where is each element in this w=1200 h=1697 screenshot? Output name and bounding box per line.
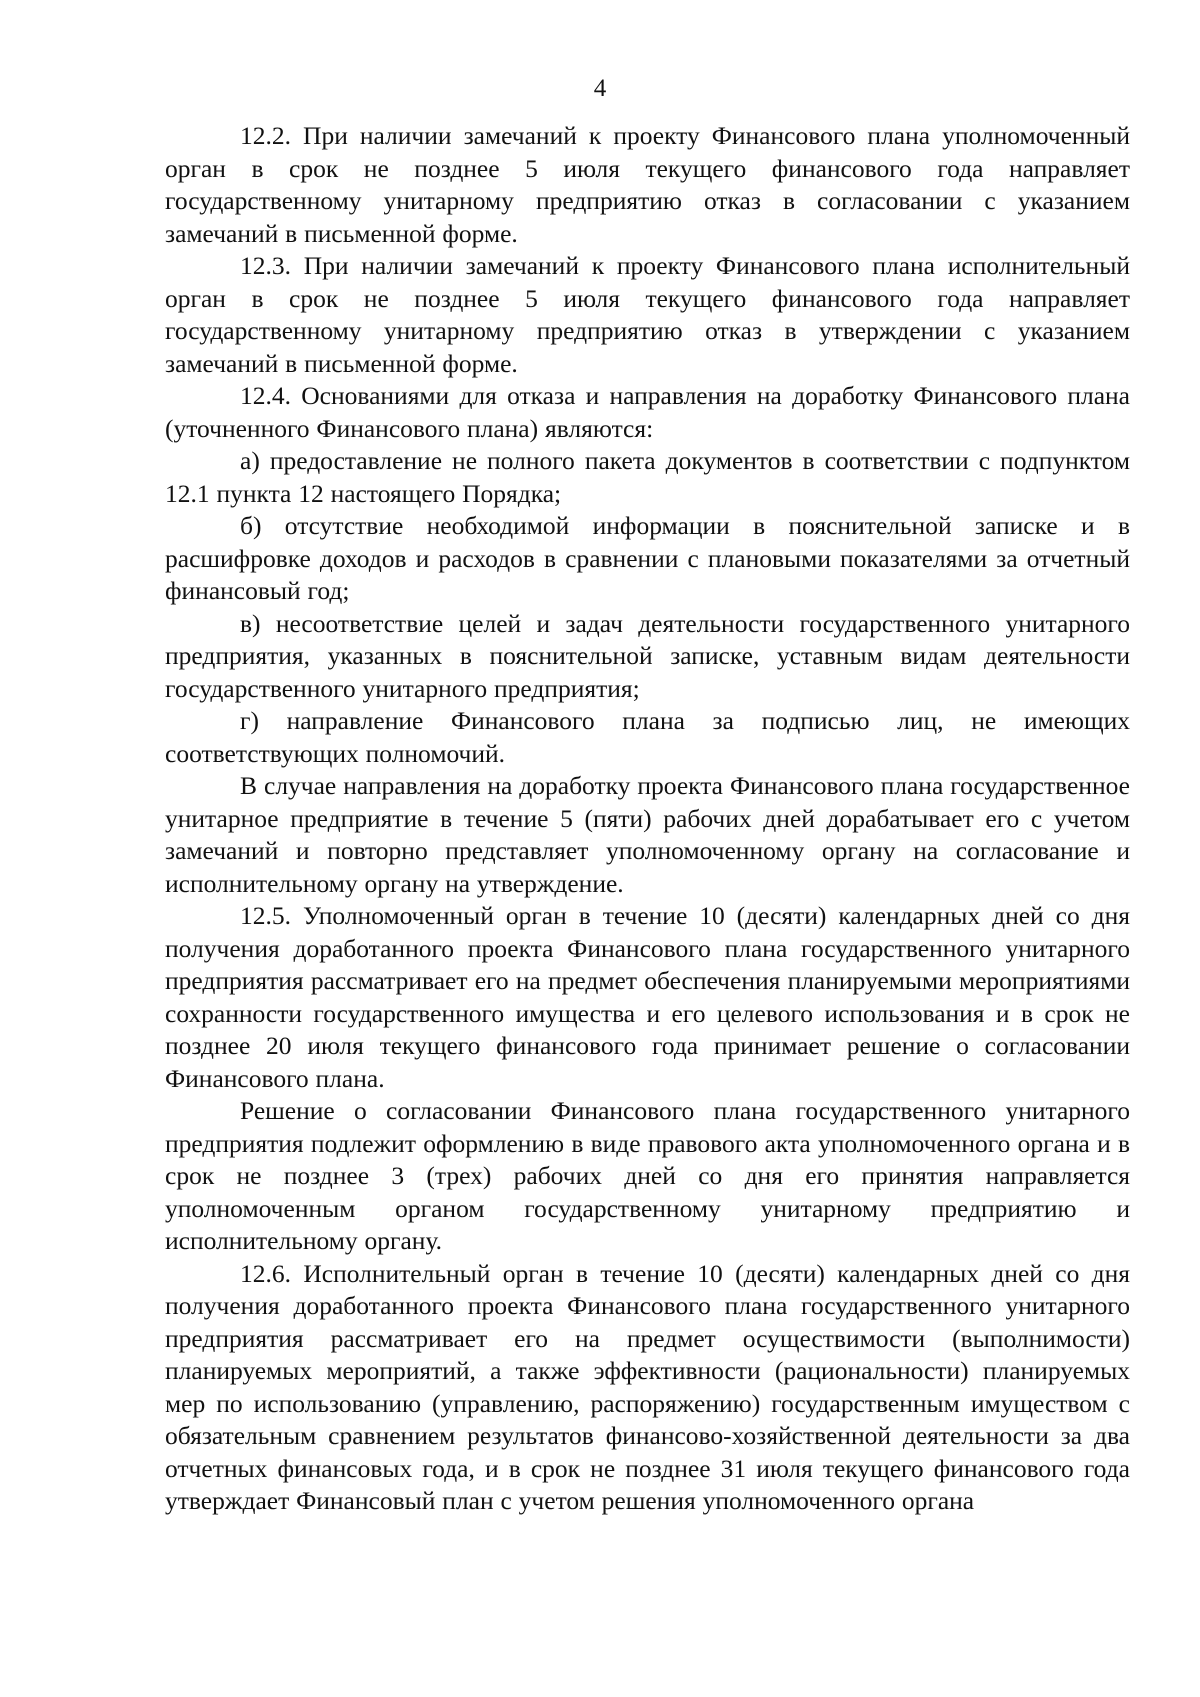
paragraph-12-6: 12.6. Исполнительный орган в течение 10 (десяти) календарных дней со дня получения доработанного проекта Финансового плана государственного унитарного предприятия рассматривает его на предмет осуществимости (выполнимости) планируемых мероприятий, а также эффективности (рациональности) планируемых мер по использованию (управлению, распоряжению) государственным имуществом с обязательным сравнением результатов финансово-хозяйственной деятельности за два отчетных финансовых года, и в срок не позднее 31 июля текущего финансового года утверждает Финансовый план с учетом решения уполномоченного органа: [165, 1258, 1130, 1515]
list-item-a: а) предоставление не полного пакета документов в соответствии с подпунктом 12.1 пункта 12 настоящего Порядка;: [165, 446, 1130, 508]
paragraph-approval-decision: Решение о согласовании Финансового плана государственного унитарного предприятия подлежит оформлению в виде правового акта уполномоченного органа и в срок не позднее 3 (трех) рабочих дней со дня его принятия направляется уполномоченным органом государственному унитарному предприятию и исполнительному органу.: [165, 1096, 1130, 1255]
list-item-v: в) несоответствие целей и задач деятельности государственного унитарного предприятия, указанных в пояснительной записке, уставным видам деятельности государственного унитарного предприятия;: [165, 608, 1130, 703]
document-body: [165, 120, 1130, 1518]
paragraph-revision-case: В случае направления на доработку проекта Финансового плана государственное унитарное предприятие в течение 5 (пяти) рабочих дней дорабатывает его с учетом замечаний и повторно представляет уполномоченному органу на согласование и исполнительному органу на утверждение.: [165, 771, 1130, 898]
paragraph-12-2: 12.2. При наличии замечаний к проекту Финансового плана уполномоченный орган в срок не позднее 5 июля текущего финансового года направляет государственному унитарному предприятию отказ в согласовании с указанием замечаний в письменной форме.: [165, 121, 1130, 248]
list-item-b: б) отсутствие необходимой информации в пояснительной записке и в расшифровке доходов и расходов в сравнении с плановыми показателями за отчетный финансовый год;: [165, 511, 1130, 605]
page-number: 4: [593, 75, 607, 102]
list-item-g: г) направление Финансового плана за подписью лиц, не имеющих соответствующих полномочий.: [165, 706, 1130, 768]
paragraph-12-3: 12.3. При наличии замечаний к проекту Финансового плана исполнительный орган в срок не позднее 5 июля текущего финансового года направляет государственному унитарному предприятию отказ в утверждении с указанием замечаний в письменной форме.: [165, 251, 1130, 378]
paragraph-12-5: 12.5. Уполномоченный орган в течение 10 (десяти) календарных дней со дня получения доработанного проекта Финансового плана государственного унитарного предприятия рассматривает его на предмет обеспечения планируемыми мероприятиями сохранности государственного имущества и его целевого использования и в срок не позднее 20 июля текущего финансового года принимает решение о согласовании Финансового плана.: [165, 901, 1130, 1093]
paragraph-12-4: 12.4. Основаниями для отказа и направления на доработку Финансового плана (уточненного Финансового плана) являются:: [165, 381, 1130, 443]
